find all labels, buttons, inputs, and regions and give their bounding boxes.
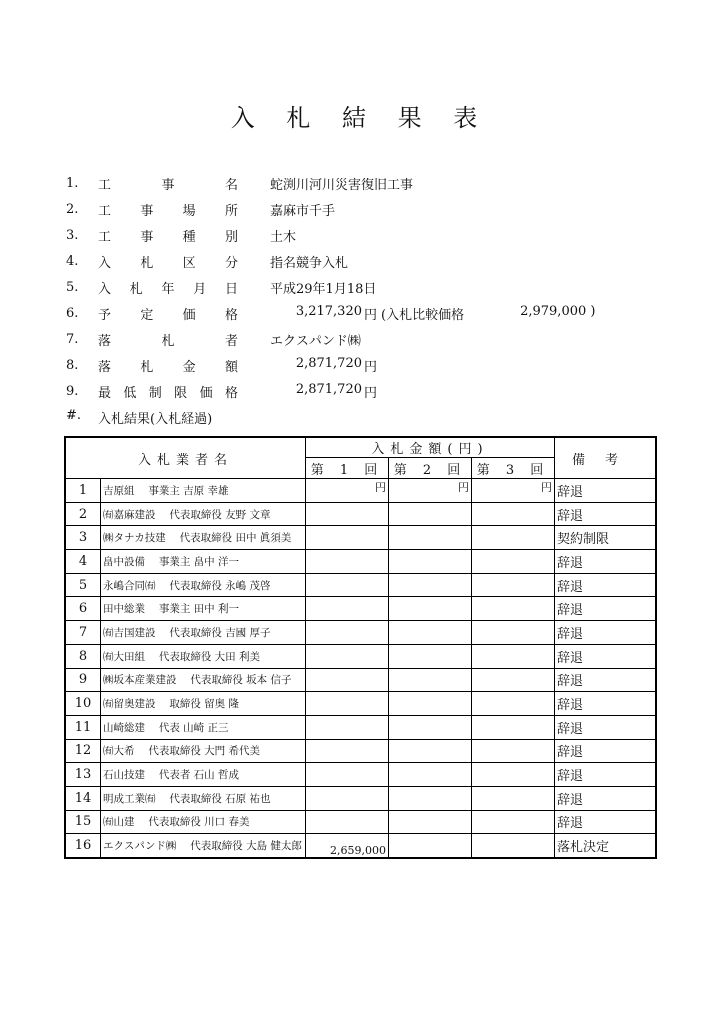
bid-round-2: [389, 834, 472, 858]
remark: 辞退: [555, 502, 657, 526]
label-char: 区: [182, 255, 196, 271]
remark: 辞退: [555, 573, 657, 597]
remark: 辞退: [555, 763, 657, 787]
row-number: 1: [65, 479, 101, 503]
bid-round-1: [306, 763, 389, 787]
label-char: 工: [98, 203, 112, 219]
remark: 辞退: [555, 621, 657, 645]
table-row: [65, 739, 656, 763]
winning-amount: 2,871,720: [295, 355, 362, 371]
section-number: #.: [66, 408, 82, 423]
info-number: 6.: [66, 305, 79, 321]
info-value: 指名競争入札: [270, 255, 349, 271]
info-number: 8.: [66, 357, 79, 373]
label-char: 価: [199, 385, 213, 401]
label-char: 額: [224, 359, 238, 375]
info-row: [66, 222, 666, 248]
bid-round-3: [472, 668, 555, 692]
header-round-1: 第 1 回: [306, 458, 389, 479]
bid-round-3: [472, 692, 555, 716]
info-label: [98, 226, 238, 245]
row-number: 7: [65, 621, 101, 645]
label-char: 入: [98, 281, 112, 297]
bid-round-2: [389, 597, 472, 621]
bidder-name: ㈲大田組 代表取締役 大田 利美: [101, 644, 306, 668]
bid-round-3: [472, 763, 555, 787]
label-char: 落: [98, 359, 112, 375]
bid-round-1: [306, 526, 389, 550]
bidder-name: 吉原組 事業主 吉原 幸雄: [101, 479, 306, 503]
bid-round-2: [389, 786, 472, 810]
bidder-name: ㈲留奥建設 取締役 留奥 隆: [101, 692, 306, 716]
info-value: [270, 382, 377, 401]
bidder-name: 石山技建 代表者 石山 哲成: [101, 763, 306, 787]
section-heading: [66, 408, 212, 427]
row-number: 9: [65, 668, 101, 692]
table-row: [65, 479, 656, 503]
label-char: 年: [161, 281, 175, 297]
bidder-name: 明成工業㈲ 代表取締役 石原 祐也: [101, 786, 306, 810]
bidder-name: エクスパンド㈱ 代表取締役 大島 健太郎: [101, 834, 306, 858]
bidder-name: ㈱タナカ技建 代表取締役 田中 眞須美: [101, 526, 306, 550]
bid-round-3: [472, 715, 555, 739]
info-row: [66, 248, 666, 274]
row-number: 3: [65, 526, 101, 550]
row-number: 13: [65, 763, 101, 787]
info-number: 9.: [66, 383, 79, 399]
table-row: [65, 621, 656, 645]
bid-round-1: [306, 502, 389, 526]
row-number: 5: [65, 573, 101, 597]
bid-round-2: [389, 550, 472, 574]
row-number: 6: [65, 597, 101, 621]
bid-round-1: [306, 573, 389, 597]
info-row: [66, 274, 666, 300]
bid-round-3: [472, 597, 555, 621]
label-char: 最: [98, 385, 112, 401]
row-number: 11: [65, 715, 101, 739]
unit: 円: [364, 307, 378, 323]
bidder-name: ㈲吉国建設 代表取締役 吉國 厚子: [101, 621, 306, 645]
label-char: 日: [224, 281, 238, 297]
remark: 辞退: [555, 692, 657, 716]
table-row: [65, 573, 656, 597]
row-number: 4: [65, 550, 101, 574]
bid-round-3: [472, 502, 555, 526]
info-label: [98, 304, 238, 323]
label-char: 入: [98, 255, 112, 271]
bidder-name: 田中総業 事業主 田中 利一: [101, 597, 306, 621]
label-char: 札: [140, 255, 154, 271]
bidder-name: ㈲大希 代表取締役 大門 希代美: [101, 739, 306, 763]
table-row: [65, 763, 656, 787]
label-char: 制: [148, 385, 162, 401]
table-row: [65, 786, 656, 810]
label-char: 定: [140, 307, 154, 323]
bid-round-1: [306, 810, 389, 834]
bid-round-1: [306, 692, 389, 716]
info-number: 4.: [66, 253, 79, 269]
bid-round-3: [472, 810, 555, 834]
label-char: 予: [98, 307, 112, 323]
header-remark: 備考: [555, 437, 657, 479]
bid-round-1: [306, 786, 389, 810]
compare-price: 2,979,000 ): [520, 303, 596, 319]
remark: 辞退: [555, 644, 657, 668]
remark: 落札決定: [555, 834, 657, 858]
info-row-winning-amount: [66, 352, 666, 378]
label-char: 工: [98, 229, 112, 245]
info-row-winner: [66, 326, 666, 352]
info-number: 1.: [66, 175, 79, 191]
bid-round-1: 円: [306, 479, 389, 503]
bidder-name: 畠中設備 事業主 畠中 洋一: [101, 550, 306, 574]
table-row: [65, 715, 656, 739]
bidder-name: 永嶋合同㈲ 代表取締役 永嶋 茂啓: [101, 573, 306, 597]
bid-round-1: [306, 597, 389, 621]
info-label: [98, 200, 238, 219]
section-label: 入札結果(入札経過): [98, 412, 213, 427]
bid-round-1: [306, 644, 389, 668]
row-number: 14: [65, 786, 101, 810]
label-char: 格: [224, 307, 238, 323]
info-row-min-price: [66, 378, 666, 404]
bidder-name: ㈱坂本産業建設 代表取締役 坂本 信子: [101, 668, 306, 692]
unit: 円: [364, 359, 378, 375]
bid-round-1: [306, 621, 389, 645]
table-row: [65, 550, 656, 574]
label-char: 札: [161, 333, 175, 349]
bid-round-3: [472, 573, 555, 597]
bid-round-1: [306, 715, 389, 739]
row-number: 12: [65, 739, 101, 763]
planned-price: 3,217,320: [295, 303, 362, 319]
bid-round-2: [389, 644, 472, 668]
bid-round-2: [389, 739, 472, 763]
remark: 辞退: [555, 715, 657, 739]
remark: 辞退: [555, 786, 657, 810]
bid-round-1: [306, 550, 389, 574]
header-bid-amount: 入札金額(円): [306, 437, 555, 458]
remark: 辞退: [555, 810, 657, 834]
bid-round-1: [306, 739, 389, 763]
table-row: [65, 834, 656, 858]
bid-round-2: [389, 621, 472, 645]
info-number: 7.: [66, 331, 79, 347]
bid-round-3: [472, 739, 555, 763]
min-price: 2,871,720: [295, 381, 362, 397]
info-label: [98, 278, 238, 297]
bid-round-2: [389, 526, 472, 550]
info-value: [270, 356, 377, 375]
bid-round-1: 2,659,000: [306, 834, 389, 858]
bidder-name: ㈲山建 代表取締役 川口 春美: [101, 810, 306, 834]
info-number: 5.: [66, 279, 79, 295]
info-value: 平成29年1月18日: [270, 281, 377, 297]
bid-round-3: 円: [472, 479, 555, 503]
label-char: 者: [224, 333, 238, 349]
label-char: 札: [129, 281, 143, 297]
table-row: [65, 597, 656, 621]
info-label: [98, 356, 238, 375]
info-row: [66, 196, 666, 222]
bid-round-1: [306, 668, 389, 692]
table-row: [65, 644, 656, 668]
bid-round-3: [472, 644, 555, 668]
label-char: 事: [140, 229, 154, 245]
table-row: [65, 668, 656, 692]
label-char: 限: [174, 385, 188, 401]
info-label: [98, 382, 238, 401]
label-char: 分: [224, 255, 238, 271]
compare-label: (入札比較価格: [381, 307, 465, 323]
label-char: 低: [123, 385, 137, 401]
info-value: エクスパンド㈱: [270, 333, 361, 349]
row-number: 8: [65, 644, 101, 668]
results-table: [64, 436, 657, 859]
remark: 辞退: [555, 550, 657, 574]
info-label: [98, 330, 238, 349]
label-char: 格: [224, 385, 238, 401]
label-char: 事: [140, 203, 154, 219]
bid-round-3: [472, 834, 555, 858]
bid-round-3: [472, 621, 555, 645]
label-char: 金: [182, 359, 196, 375]
remark: 辞退: [555, 479, 657, 503]
info-row-price: [66, 300, 666, 326]
bid-round-3: [472, 786, 555, 810]
row-number: 2: [65, 502, 101, 526]
bidder-name: 山崎総建 代表 山崎 正三: [101, 715, 306, 739]
info-list: [66, 170, 666, 404]
header-round-3: 第 3 回: [472, 458, 555, 479]
label-char: 札: [140, 359, 154, 375]
info-label: [98, 252, 238, 271]
info-value: [270, 304, 595, 323]
remark: 辞退: [555, 597, 657, 621]
table-row: [65, 810, 656, 834]
info-value: 土木: [270, 229, 297, 245]
label-char: 別: [224, 229, 238, 245]
row-number: 15: [65, 810, 101, 834]
label-char: 名: [224, 177, 238, 193]
bid-round-2: [389, 715, 472, 739]
bid-round-2: [389, 763, 472, 787]
table-row: [65, 692, 656, 716]
bid-round-2: [389, 573, 472, 597]
label-char: 事: [161, 177, 175, 193]
bid-round-3: [472, 550, 555, 574]
label-char: 場: [182, 203, 196, 219]
info-row: [66, 170, 666, 196]
unit: 円: [364, 385, 378, 401]
remark: 辞退: [555, 668, 657, 692]
header-round-2: 第 2 回: [389, 458, 472, 479]
label-char: 価: [182, 307, 196, 323]
label-char: 落: [98, 333, 112, 349]
label-char: 所: [224, 203, 238, 219]
bidder-name: ㈲嘉麻建設 代表取締役 友野 文章: [101, 502, 306, 526]
remark: 辞退: [555, 739, 657, 763]
info-number: 2.: [66, 201, 79, 217]
label-char: 工: [98, 177, 112, 193]
table-row: [65, 502, 656, 526]
page-title: 入 札 結 果 表: [230, 104, 490, 132]
label-char: 種: [182, 229, 196, 245]
info-value: 蛇渕川河川災害復旧工事: [270, 177, 414, 193]
info-label: [98, 174, 238, 193]
header-bidder-name: 入札業者名: [65, 437, 306, 479]
bid-round-2: [389, 692, 472, 716]
bid-round-2: [389, 502, 472, 526]
info-value: 嘉麻市千手: [270, 203, 336, 219]
row-number: 10: [65, 692, 101, 716]
info-number: 3.: [66, 227, 79, 243]
bid-round-2: [389, 668, 472, 692]
row-number: 16: [65, 834, 101, 858]
bid-round-3: [472, 526, 555, 550]
table-row: [65, 526, 656, 550]
bid-round-2: [389, 810, 472, 834]
label-char: 月: [193, 281, 207, 297]
remark: 契約制限: [555, 526, 657, 550]
bid-round-2: 円: [389, 479, 472, 503]
